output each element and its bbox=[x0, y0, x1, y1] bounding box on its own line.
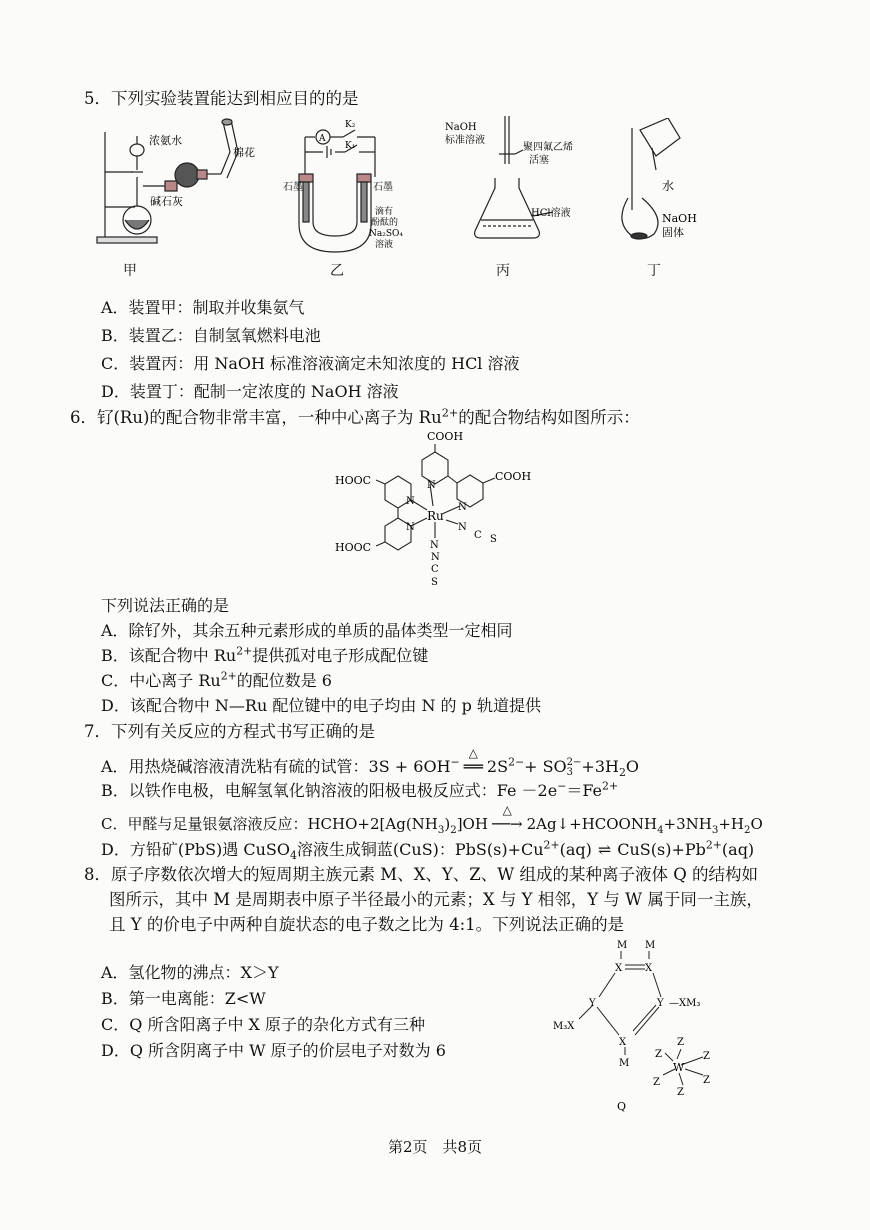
q-label-10: Z bbox=[677, 1037, 684, 1048]
apparatus-bing-caption: 丙 bbox=[496, 263, 510, 279]
q-label-16: Z bbox=[703, 1075, 710, 1086]
q-label-5: Y bbox=[657, 998, 664, 1009]
apparatus-jia bbox=[95, 112, 265, 247]
q7-stem: 7．下列有关反应的方程式书写正确的是 bbox=[84, 722, 375, 741]
yi-label-2: 酚酞的 bbox=[371, 218, 399, 228]
q7d-sub1: 4 bbox=[290, 849, 297, 863]
q-label-12: Z bbox=[703, 1051, 710, 1062]
q6-option-c-a: C．中心离子 Ru bbox=[101, 671, 221, 690]
q6-prompt: 下列说法正确的是 bbox=[101, 596, 230, 615]
ru-label-5: N bbox=[406, 496, 415, 507]
q7d-p1: D．方铅矿(PbS)遇 CuSO bbox=[101, 840, 290, 859]
bing-label-valve: 活塞 bbox=[529, 155, 549, 166]
yi-label-1: 滴有 bbox=[375, 207, 394, 217]
q7a-sub4: 2 bbox=[618, 766, 626, 780]
apparatus-jia-caption: 甲 bbox=[123, 263, 137, 279]
ru-complex-structure bbox=[330, 430, 560, 590]
q6-option-b-b: 提供孤对电子形成配位键 bbox=[252, 646, 429, 665]
bing-label-hcl: HCl溶液 bbox=[531, 208, 571, 219]
ding-label-solid: 固体 bbox=[662, 226, 684, 239]
apparatus-ding bbox=[610, 118, 720, 248]
q7d-p4: CuS(s)+Pb bbox=[617, 840, 706, 859]
q-label-9: M bbox=[619, 1058, 630, 1069]
q-label-4: Y bbox=[589, 998, 596, 1009]
jia-label-sodalime: 碱石灰 bbox=[150, 195, 183, 208]
ionic-liquid-structure bbox=[545, 935, 725, 1115]
ru-label-4: N bbox=[458, 502, 467, 513]
q-label-15: Z bbox=[677, 1087, 684, 1098]
q5-option-c: C．装置丙：用 NaOH 标准溶液滴定未知浓度的 HCl 溶液 bbox=[101, 354, 520, 373]
q8-option-d: D．Q 所含阴离子中 W 原子的价层电子对数为 6 bbox=[101, 1041, 446, 1060]
ru-label-11: S bbox=[490, 534, 497, 545]
q6-stem-sup: 2+ bbox=[441, 406, 459, 420]
ru-label-2: COOH bbox=[495, 470, 532, 483]
q7a-s2: 2− bbox=[508, 755, 525, 769]
apparatus-yi bbox=[283, 112, 413, 257]
q7d-p5: (aq) bbox=[721, 840, 755, 859]
q7c-p5: +3NH bbox=[663, 815, 712, 833]
q7a-s1: − bbox=[450, 755, 460, 769]
q7a-p1: A．用热烧碱溶液清洗粘有硫的试管：3S + 6OH bbox=[101, 757, 451, 776]
bing-label-naoh: NaOH bbox=[445, 122, 477, 133]
q7a-p5: O bbox=[625, 757, 640, 776]
q7c-sub2: 2 bbox=[450, 825, 457, 836]
q-label-14: Z bbox=[653, 1077, 660, 1088]
q-label-7: M₃X bbox=[553, 1021, 575, 1032]
q6-option-b bbox=[101, 645, 428, 667]
q7c-p1: C．甲醛与足量银氨溶液反应：HCHO+2[Ag(NH bbox=[101, 815, 438, 833]
q6-stem-a: 6．钌(Ru)的配合物非常丰富，一种中心离子为 Ru bbox=[70, 408, 442, 427]
q7a-p4: +3H bbox=[581, 757, 619, 776]
yi-label-graphite-left: 石墨 bbox=[283, 182, 303, 193]
q7c-sub4: 4 bbox=[657, 825, 664, 836]
q5-option-d: D．装置丁：配制一定浓度的 NaOH 溶液 bbox=[101, 382, 399, 401]
q-label-2: X bbox=[615, 963, 623, 974]
q8-option-a: A．氢化物的沸点：X＞Y bbox=[101, 963, 279, 982]
q-label-13: W bbox=[673, 1061, 685, 1074]
q7b-p1: B．以铁作电极，电解氢氧化钠溶液的阳极电极反应式：Fe －2e bbox=[101, 781, 558, 800]
yi-label-ammeter: A bbox=[319, 134, 326, 144]
q-label-6: —XM₃ bbox=[669, 998, 701, 1009]
heat-arrow-icon: △ ══ bbox=[460, 756, 487, 778]
q7c-p6: +H bbox=[718, 815, 745, 833]
q5-option-b: B．装置乙：自制氢氧燃料电池 bbox=[101, 326, 321, 345]
q7-option-c bbox=[101, 813, 763, 835]
q7a-p2: 2S bbox=[486, 757, 509, 776]
q7d-p2: 溶液生成铜蓝(CuS)：PbS(s)+Cu bbox=[296, 840, 544, 859]
q8-stem-line-1: 8．原子序数依次增大的短周期主族元素 M、X、Y、Z、W 组成的某种离子液体 Q 的结构如 bbox=[84, 865, 758, 884]
q7-option-a bbox=[101, 756, 639, 778]
q7d-s4: 2+ bbox=[705, 838, 722, 852]
apparatus-bing bbox=[445, 116, 595, 248]
equilibrium-arrow-icon: ⇌ bbox=[597, 840, 612, 859]
page-footer: 第2页 共8页 bbox=[387, 1138, 483, 1156]
q8-option-c: C．Q 所含阳离子中 X 原子的杂化方式有三种 bbox=[101, 1015, 426, 1034]
yi-label-k2: K₂ bbox=[345, 120, 356, 130]
q7b-s1: − bbox=[557, 779, 567, 793]
q7b-p2: ＝Fe bbox=[566, 781, 603, 800]
q7c-p4: 2Ag↓+HCOONH bbox=[526, 815, 658, 833]
ding-label-naoh: NaOH bbox=[662, 212, 697, 225]
q7a-p3: + SO bbox=[524, 757, 567, 776]
ru-label-14: C bbox=[431, 564, 439, 575]
q6-option-b-a: B．该配合物中 Ru bbox=[101, 646, 237, 665]
ru-label-15: S bbox=[431, 577, 438, 588]
ru-label-3: N bbox=[427, 480, 436, 491]
q7a-sub3: 3 bbox=[566, 766, 574, 778]
q6-option-a: A．除钌外，其余五种元素形成的单质的晶体类型一定相同 bbox=[101, 621, 513, 640]
q6-option-c-sup: 2+ bbox=[220, 669, 237, 683]
q-label-3: X bbox=[645, 963, 653, 974]
bing-label-ptfe: 聚四氟乙烯 bbox=[523, 142, 573, 153]
bing-label-std: 标准溶液 bbox=[445, 135, 485, 146]
q-label-8: X bbox=[619, 1037, 627, 1048]
ru-label-6: Ru bbox=[427, 509, 444, 523]
ding-label-water: 水 bbox=[662, 179, 675, 193]
ru-label-0: COOH bbox=[427, 430, 464, 443]
yi-label-4: 溶液 bbox=[375, 240, 394, 250]
yi-label-graphite-right: 石墨 bbox=[373, 182, 393, 193]
ru-label-12: HOOC bbox=[335, 541, 372, 554]
q7c-sub1: 3 bbox=[437, 825, 445, 836]
q6-option-c bbox=[101, 670, 332, 692]
apparatus-yi-caption: 乙 bbox=[330, 263, 344, 279]
q7c-sub5: 3 bbox=[711, 825, 719, 836]
q7a-s3: 2− bbox=[566, 756, 582, 768]
q7b-s2: 2+ bbox=[602, 779, 619, 793]
q8-stem-line-3: 且 Y 的价电子中两种自旋状态的电子数之比为 4:1。下列说法正确的是 bbox=[109, 915, 625, 934]
q8-stem-line-2: 图所示，其中 M 是周期表中原子半径最小的元素；X 与 Y 相邻，Y 与 W 属于同一主族， bbox=[109, 890, 763, 909]
q-label-17: Q bbox=[617, 1100, 627, 1113]
q7c-p7: O bbox=[750, 815, 763, 833]
ru-label-1: HOOC bbox=[335, 474, 372, 487]
heat-arrow-icon: △ ──→ bbox=[488, 813, 527, 835]
q6-stem bbox=[70, 407, 640, 429]
q7c-p3: ]OH bbox=[456, 815, 488, 833]
ru-label-7: N bbox=[406, 522, 415, 533]
q7d-p3: (aq) bbox=[559, 840, 592, 859]
q8-option-b: B．第一电离能：Z<W bbox=[101, 989, 266, 1008]
q-label-11: Z bbox=[655, 1049, 662, 1060]
ru-label-8: N bbox=[430, 540, 439, 551]
ru-label-10: C bbox=[474, 530, 482, 541]
yi-label-3: Na₂SO₄ bbox=[369, 229, 404, 239]
q5-stem: 5．下列实验装置能达到相应目的的是 bbox=[84, 89, 359, 108]
jia-label-ammonia: 浓氨水 bbox=[149, 134, 182, 147]
q-label-0: M bbox=[617, 940, 628, 951]
q6-option-c-b: 的配位数是 6 bbox=[236, 671, 332, 690]
apparatus-ding-caption: 丁 bbox=[647, 263, 661, 279]
q7d-s2: 2+ bbox=[543, 838, 560, 852]
q6-option-b-sup: 2+ bbox=[236, 644, 253, 658]
q6-stem-b: 的配合物结构如图所示： bbox=[458, 408, 640, 427]
q6-option-d: D．该配合物中 N—Ru 配位键中的电子均由 N 的 p 轨道提供 bbox=[101, 696, 541, 715]
q-label-1: M bbox=[645, 940, 656, 951]
ru-label-13: N bbox=[431, 552, 440, 563]
q7c-sub6: 2 bbox=[744, 825, 751, 836]
jia-label-cotton: 棉花 bbox=[233, 146, 255, 159]
q7c-p2: ) bbox=[444, 815, 451, 833]
q7-option-b bbox=[101, 780, 618, 802]
q7-option-d bbox=[101, 839, 754, 861]
q5-option-a: A．装置甲：制取并收集氨气 bbox=[101, 298, 305, 317]
ru-label-9: N bbox=[458, 522, 467, 533]
yi-label-k1: K₁ bbox=[345, 141, 356, 151]
